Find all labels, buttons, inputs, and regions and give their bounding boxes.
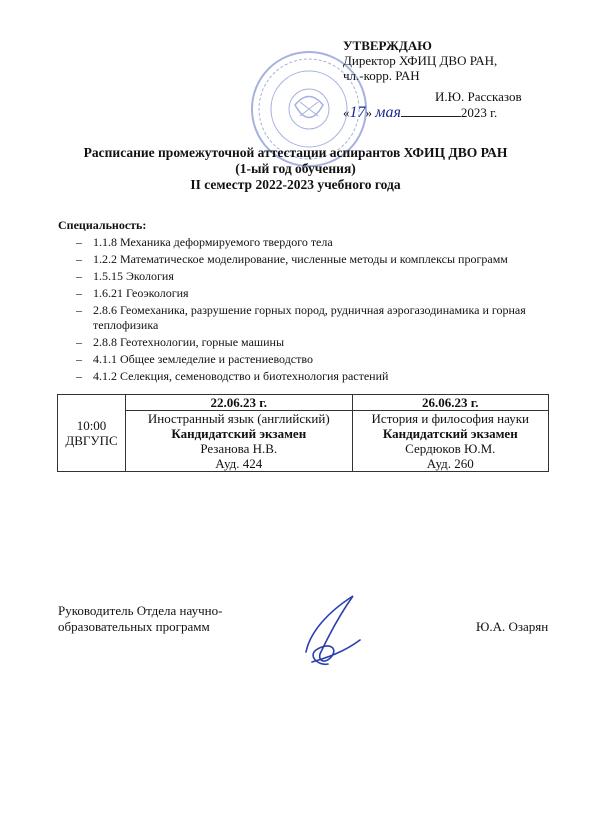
specialty-item: – 2.8.8 Геотехнологии, горные машины [76, 335, 285, 349]
approval-title: УТВЕРЖДАЮ [343, 38, 432, 53]
exam-type: Кандидатский экзамен [171, 426, 307, 441]
approval-line2: чл.-корр. РАН [343, 68, 420, 83]
schedule-header-row [58, 395, 549, 411]
specialties-section [58, 218, 558, 386]
specialties-label: Специальность: [58, 218, 147, 232]
approval-block [343, 38, 543, 121]
approval-date-year: 2023 г. [460, 105, 498, 120]
specialty-item: – 1.6.21 Геоэкология [76, 286, 189, 300]
handwritten-signature [298, 592, 368, 672]
exam-room: Ауд. 260 [426, 456, 474, 471]
exam-teacher: Резанова Н.В. [200, 441, 278, 456]
exam-cell [126, 411, 353, 472]
specialty-item: – 4.1.1 Общее земледелие и растениеводство [76, 352, 313, 366]
approval-signer: И.Ю. Рассказов [435, 89, 522, 104]
approval-date: «17» мая 2023 г. [343, 104, 498, 121]
document-heading [0, 145, 591, 193]
footer-position-line2: образовательных программ [58, 619, 210, 634]
exam-room: Ауд. 424 [215, 456, 263, 471]
heading-line1: Расписание промежуточной аттестации аспирантов ХФИЦ ДВО РАН [83, 145, 508, 160]
schedule-table [57, 394, 549, 472]
date-header: 22.06.23 г. [126, 395, 353, 411]
exam-subject: История и философия науки [371, 411, 530, 426]
exam-time: 10:00 [76, 418, 107, 433]
exam-type: Кандидатский экзамен [382, 426, 518, 441]
exam-place: ДВГУПС [65, 433, 118, 448]
specialty-item: – 1.2.2 Математическое моделирование, численные методы и комплексы программ [76, 252, 508, 266]
footer-position-line1: Руководитель Отдела научно- [58, 603, 223, 618]
specialties-list [58, 235, 558, 384]
time-place-cell [58, 395, 126, 472]
exam-subject: Иностранный язык (английский) [147, 411, 330, 426]
date-header: 26.06.23 г. [352, 395, 548, 411]
footer-position [58, 603, 222, 635]
approval-date-month: мая [375, 104, 401, 121]
specialty-item: – 4.1.2 Селекция, семеноводство и биотехнология растений [76, 369, 389, 383]
date-underline [401, 116, 461, 117]
specialty-item: – 2.8.6 Геомеханика, разрушение горных пород, рудничная аэрогазодинамика и горная теплофизика [76, 303, 526, 332]
approval-date-day: 17 [349, 104, 366, 121]
footer-name: Ю.А. Озарян [476, 619, 549, 634]
exam-teacher: Сердюков Ю.М. [405, 441, 496, 456]
specialty-item: – 1.1.8 Механика деформируемого твердого тела [76, 235, 333, 249]
heading-line3: II семестр 2022-2023 учебного года [190, 177, 401, 192]
approval-line1: Директор ХФИЦ ДВО РАН, [343, 53, 498, 68]
heading-line2: (1-ый год обучения) [235, 161, 356, 176]
exam-cell [352, 411, 548, 472]
specialty-item: – 1.5.15 Экология [76, 269, 174, 283]
schedule-body-row [58, 411, 549, 472]
